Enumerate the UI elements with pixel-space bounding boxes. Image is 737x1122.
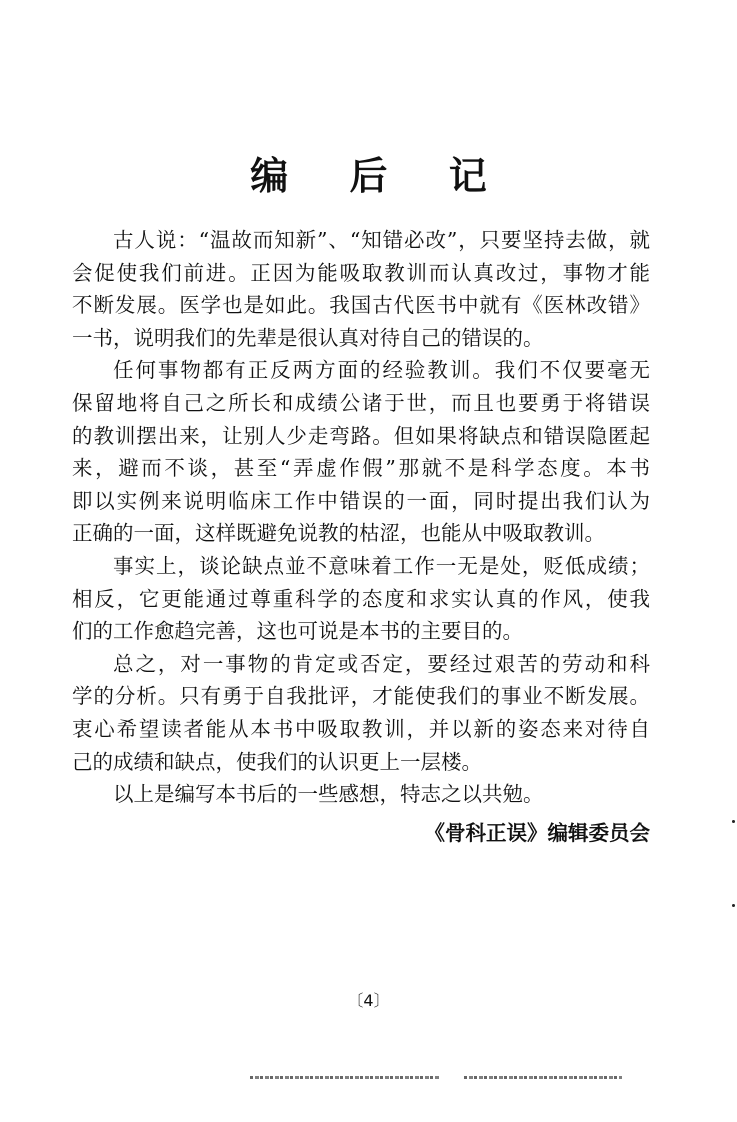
scan-artifact [250,1076,440,1079]
paragraph-5 [72,778,650,811]
text-line: 任何事物都有正反两方面的经验教训。我们不仅要毫无 [113,358,650,383]
text-line: 正确的一面，这样既避免说教的枯涩，也能从中吸取教训。 [72,521,605,546]
page-title: 编 后 记 [250,154,511,198]
text-line: 己的成绩和缺点，使我们的认识更上一层楼。 [72,749,482,774]
paragraph-1 [72,224,650,354]
text-line: 一书，说明我们的先辈是很认真对待自己的错误的。 [72,325,544,350]
text-line: 总之，对一事物的肯定或否定，要经过艰苦的劳动和科 [113,651,650,676]
scan-artifact [732,820,735,823]
text-line: 事实上，谈论缺点並不意味着工作一无是处，贬低成绩； [113,553,650,578]
text-line: 相反，它更能通过尊重科学的态度和求实认真的作风，使我 [72,586,650,611]
text-line: 会促使我们前进。正因为能吸取教训而认真改过，事物才能 [72,260,650,285]
text-line: 不断发展。医学也是如此。我国古代医书中就有《医林改错》 [72,293,650,318]
text-line: 以上是编写本书后的一些感想，特志之以共勉。 [113,782,544,807]
signature: 《骨科正误》编辑委员会 [424,821,650,845]
paragraph-2 [72,354,650,550]
text-line: 来，避而不谈，甚至“弄虚作假”那就不是科学态度。本书 [72,456,650,481]
text-line: 保留地将自己之所长和成绩公诸于世，而且也要勇于将错误 [72,390,650,415]
text-line: 古人说：“温故而知新”、“知错必改”，只要坚持去做，就 [113,228,650,252]
paragraph-3 [72,550,650,648]
text-line: 学的分析。只有勇于自我批评，才能使我们的事业不断发展。 [72,684,650,709]
text-line: 的教训摆出来，让别人少走弯路。但如果将缺点和错误隐匿起 [72,423,650,448]
body-text [72,224,650,811]
scan-artifact [732,904,735,907]
text-line: 们的工作愈趋完善，这也可说是本书的主要目的。 [72,619,523,644]
page-number: 〔4〕 [347,991,390,1010]
scan-artifact [464,1076,622,1079]
text-line: 衷心希望读者能从本书中吸取教训，并以新的姿态来对待自 [72,716,650,741]
paragraph-4 [72,648,650,778]
text-line: 即以实例来说明临床工作中错误的一面，同时提出我们认为 [72,488,650,513]
